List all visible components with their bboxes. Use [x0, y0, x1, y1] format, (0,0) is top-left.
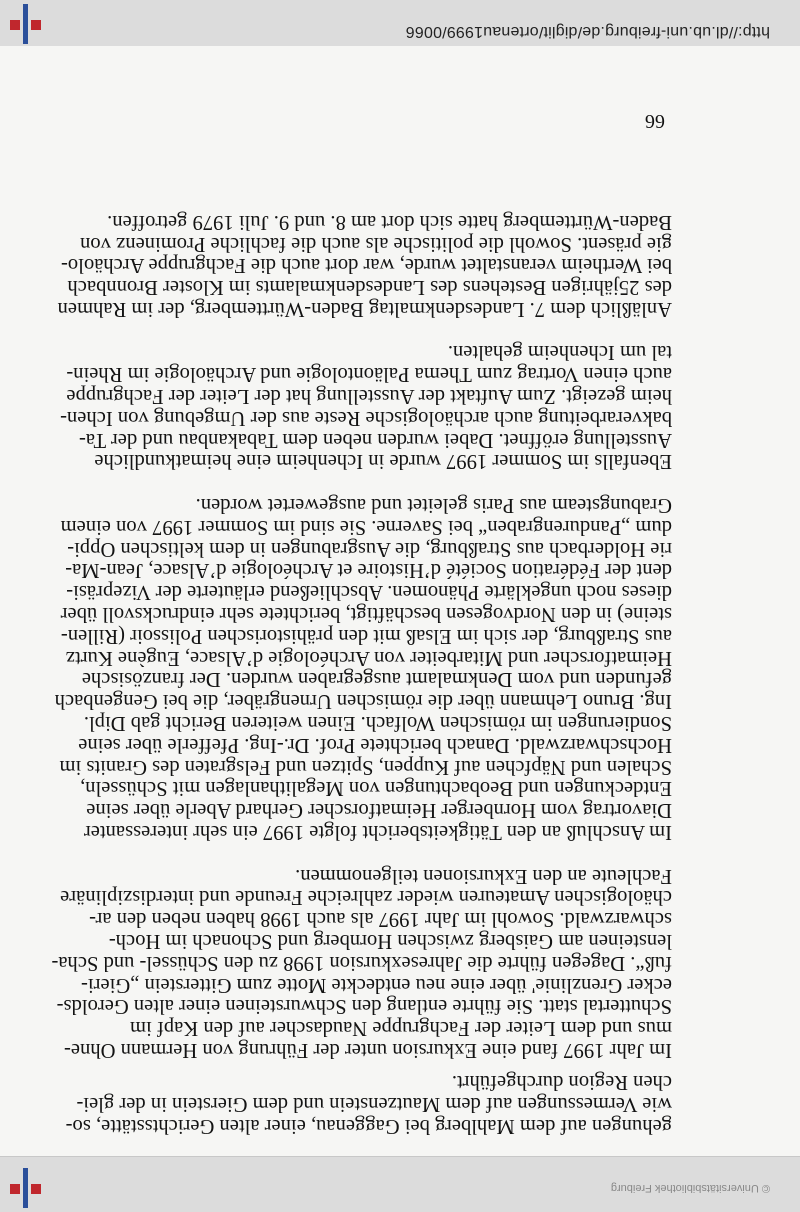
text-line: Grabungsteam aus Paris geleitet und ausgewertet worden.: [195, 494, 672, 517]
text-line: heim gezeigt. Zum Auftakt der Ausstellung hat der Leiter der Fachgruppe: [66, 385, 672, 408]
text-line: bakverarbeitung auch archäologische Reste aus der Umgebung von Ichen-: [60, 406, 672, 429]
text-line: tal um Ichenheim gehalten.: [447, 341, 672, 364]
text-line: bei Wertheim veranstaltet wurde, war dort auch die Fachgruppe Archäolo-: [61, 254, 672, 277]
footer-credit: © Universitätsbibliothek Freiburg: [610, 1182, 770, 1194]
text-line: Diavortrag vom Hornberger Heimatforscher Gerhard Aberle über seine: [86, 799, 672, 822]
text-line: auch einen Vortrag zum Thema Paläontologie und Archäologie im Rhein-: [66, 363, 672, 386]
text-line: gefunden und vom Denkmalamt ausgegraben wurden. Der französische: [81, 668, 672, 691]
source-url[interactable]: http://dl.ub.uni-freiburg.de/diglit/ortenau1999/0066: [405, 23, 770, 40]
text-line: Schuttertal statt. Sie führte entlang den Schwursteinen einer alten Gerolds-: [56, 995, 672, 1018]
text-line: Hochschwarzwald. Danach berichtete Prof. Dr.-Ing. Pfefferle über seine: [78, 733, 672, 756]
text-line: ecker Grenzlinie' über eine neu entdeckte Motte zum Gitterstein „Gieri-: [81, 973, 672, 996]
text-line: Anläßlich dem 7. Landesdenkmaltag Baden-Württemberg, der im Rahmen: [57, 297, 672, 320]
text-line: fuß“. Dagegen führte die Jahresexkursion 1998 zu den Schüssel- und Scha-: [51, 951, 672, 974]
text-line: chäologischen Amateuren wieder zahlreiche Freunde und interdisziplinäre: [60, 886, 672, 909]
body-text: [51, 210, 672, 1061]
text-line: chen Region durchgeführt.: [451, 1071, 672, 1094]
text-line: rie Holderbach aus Straßburg, die Ausgrabungen in dem keltischen Oppi-: [67, 537, 672, 560]
text-line: Im Jahr 1997 fand eine Exkursion unter der Führung von Hermann Ohne-: [64, 1039, 672, 1061]
text-line: Fachleute an den Exkursionen teilgenommen.: [295, 864, 672, 887]
text-line: gehungen auf dem Mahlberg bei Gaggenau, einer alten Gerichtsstätte, so-: [65, 1115, 672, 1137]
text-line: steine) in den Nordvogesen beschäftigt, berichtete sehr eindrucksvoll über: [60, 603, 672, 626]
text-line: mus und dem Leiter der Fachgruppe Naudascher auf den Kapf im: [130, 1017, 672, 1040]
library-logo-icon: [7, 1168, 45, 1208]
page-number: 66: [645, 110, 665, 132]
text-line: gie präsent. Sowohl die politische als auch die fachliche Prominenz von: [80, 232, 672, 255]
text-line: des 25jährigen Bestehens des Landesdenkmalamts im Kloster Bronnbach: [67, 276, 672, 299]
text-line: Schalen und Näpfchen auf Kuppen, Spitzen und Felsgraten des Granits im: [59, 755, 672, 778]
text-line: Ing. Bruno Lehmann über die römischen Urnengräber, die bei Gengenbach: [54, 690, 672, 713]
text-line: dieses noch ungeklärte Phänomen. Abschließend erläuterte der Vizepräsi-: [66, 581, 672, 604]
text-line: Entdeckungen und Beobachtungen von Megalithanlagen mit Schüsseln,: [80, 777, 672, 800]
continued-paragraph: [65, 1071, 672, 1137]
text-line: wie Vermessungen auf dem Mautzenstein und dem Gierstein in der glei-: [76, 1093, 672, 1116]
library-logo-icon: [7, 4, 45, 44]
text-line: Im Anschluß an den Tätigkeitsbericht folgte 1997 ein sehr interessanter: [83, 821, 672, 844]
text-line: dum „Pandurengraben“ bei Saverne. Sie sind im Sommer 1997 von einem: [60, 515, 672, 538]
text-line: Heimatforscher und Mitarbeiter von Archéologie d’Alsace, Eugène Kurtz: [65, 646, 672, 669]
text-line: Ebenfalls im Sommer 1997 wurde in Ichenheim eine heimatkundliche: [94, 450, 672, 473]
text-line: dent der Fédération Société d’Histoire et Archéologie d’Alsace, Jean-Ma-: [65, 559, 672, 582]
text-line: lensteinen am Gaisberg zwischen Hornberg und Schonach im Hoch-: [108, 930, 672, 953]
text-line: Sondierungen im römischen Wolfach. Einen weiteren Bericht gab Dipl.: [83, 712, 672, 735]
text-line: Ausstellung eröffnet. Dabei wurden neben dem Tabakanbau und der Ta-: [78, 428, 672, 451]
text-line: aus Straßburg, der sich im Elsaß mit den prähistorischen Polissoir (Rillen-: [60, 624, 672, 647]
text-line: schwarzwald. Sowohl im Jahr 1997 als auch 1998 haben neben den ar-: [89, 908, 672, 931]
text-line: Baden-Württemberg hatte sich dort am 8. und 9. Juli 1979 getroffen.: [107, 210, 672, 233]
